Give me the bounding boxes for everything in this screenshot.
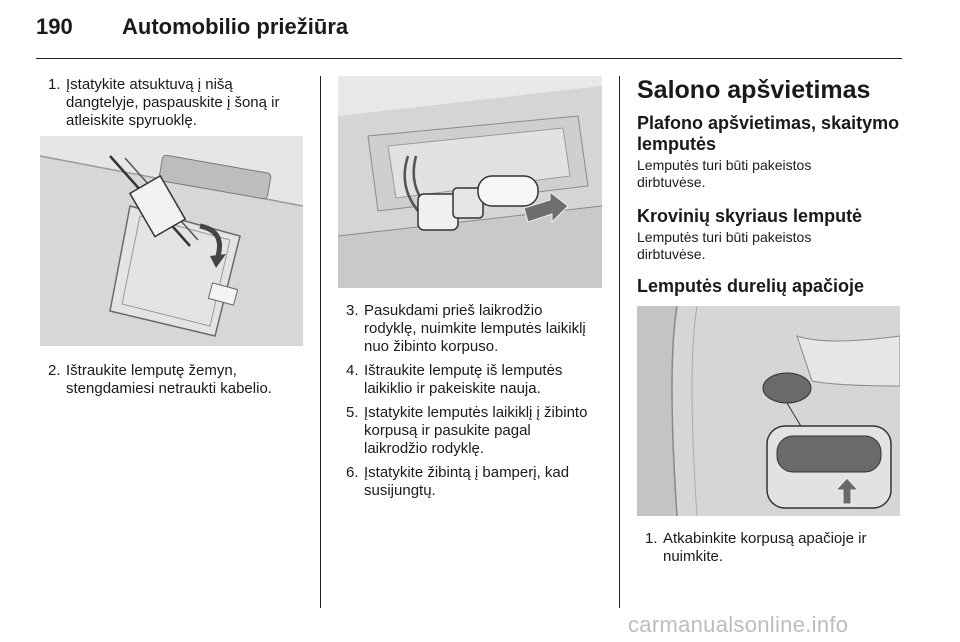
step-line: Pasukdami prieš laikrodžio: [364, 302, 543, 319]
step-4: [338, 362, 610, 398]
watermark: carmanualsonline.info: [628, 612, 849, 637]
step-line: stengdamiesi netraukti kabelio.: [66, 380, 272, 397]
header-divider: [36, 58, 902, 59]
subsection-title-cargo-light: Krovinių skyriaus lemputė: [637, 206, 863, 226]
title-line: lemputės: [637, 134, 717, 154]
left-column-lower: [40, 362, 310, 398]
step-number: 6.: [346, 464, 359, 481]
text-line: dirbtuvėse.: [637, 174, 706, 190]
step-line: nuimkite.: [663, 548, 724, 565]
step-number: 3.: [346, 302, 359, 319]
left-column: [40, 76, 310, 130]
page-number: 190: [36, 14, 73, 39]
step-line: Ištraukite lemputę žemyn,: [66, 362, 237, 379]
step-number: 5.: [346, 404, 359, 421]
step-line: korpusą ir pasukite pagal: [364, 422, 531, 439]
step-line: Ištraukite lemputę iš lemputės: [364, 362, 563, 379]
step-number: 2.: [48, 362, 61, 379]
step-line: Atkabinkite korpusą apačioje ir: [663, 530, 867, 547]
chapter-title: Automobilio priežiūra: [122, 14, 349, 39]
step-line: atleiskite spyruoklę.: [66, 112, 197, 129]
text-line: Lemputės turi būti pakeistos: [637, 157, 812, 173]
step-number: 4.: [346, 362, 359, 379]
figure-screwdriver-lamp: [40, 136, 303, 346]
figure-bulb-holder: [338, 76, 602, 288]
step-line: Įstatykite atsuktuvą į nišą: [66, 76, 233, 93]
step-1-right: [637, 530, 907, 566]
figure-door-light: [637, 306, 900, 516]
step-line: Įstatykite žibintą į bamperį, kad: [364, 464, 570, 481]
step-2-left: [40, 362, 310, 398]
middle-column-steps: [338, 302, 610, 500]
column-divider-left: [320, 76, 321, 608]
step-line: nuo žibinto korpuso.: [364, 338, 499, 355]
step-number: 1.: [645, 530, 658, 547]
step-3: [338, 302, 610, 356]
step-line: laikiklio ir pakeiskite nauja.: [364, 380, 541, 397]
subsection-text-cargo-light: [637, 229, 811, 263]
step-1-left: [40, 76, 310, 130]
step-line: rodyklę, nuimkite lemputės laikiklį: [364, 320, 586, 337]
text-line: Lemputės turi būti pakeistos: [637, 229, 812, 245]
step-number: 1.: [48, 76, 61, 93]
step-line: susijungtų.: [364, 482, 436, 499]
text-line: dirbtuvėse.: [637, 246, 706, 262]
step-6: [338, 464, 610, 500]
section-title: Salono apšvietimas: [637, 76, 871, 104]
column-divider-right: [619, 76, 620, 608]
subsection-text-ceiling-lights: [637, 157, 811, 191]
subsection-title-ceiling-lights: [637, 113, 899, 155]
right-column-steps: [637, 530, 907, 566]
step-5: [338, 404, 610, 458]
step-line: dangtelyje, paspauskite į šoną ir: [66, 94, 280, 111]
step-line: Įstatykite lemputės laikiklį į žibinto: [364, 404, 588, 421]
step-line: laikrodžio rodyklę.: [364, 440, 485, 457]
title-line: Plafono apšvietimas, skaitymo: [637, 113, 900, 133]
subsection-title-door-light: Lemputės durelių apačioje: [637, 276, 865, 296]
